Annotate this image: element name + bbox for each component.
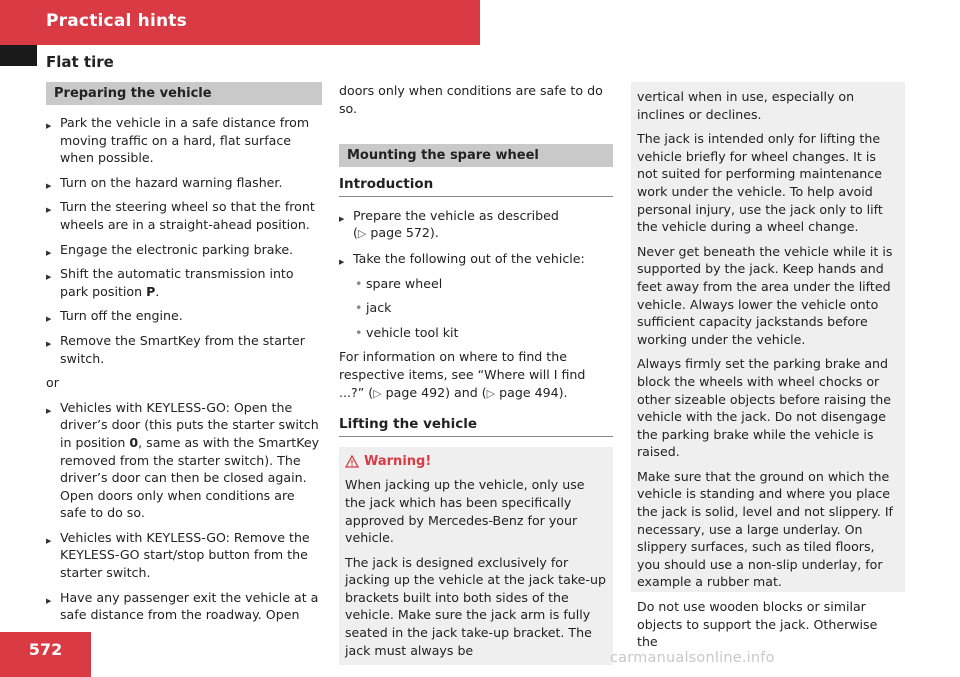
warning-title: Warning!	[364, 453, 432, 469]
page-ref-arrow-icon: ▷	[357, 227, 367, 241]
header-black-block	[0, 45, 37, 66]
step-text: Prepare the vehicle as described	[353, 207, 559, 223]
section-heading-mounting: Mounting the spare wheel	[339, 144, 613, 167]
page-subtitle: Flat tire	[46, 53, 114, 71]
column-1	[46, 82, 322, 631]
warning-paragraph: Make sure that the ground on which the vehicle is standing and where you place the jack is solid, level and not slippery. If necessary, use a large underlay. On slippery surfaces, such as tiled floors, you should use a non-slip underlay, for example a rubber mat.	[637, 468, 893, 590]
warning-paragraph: Do not use wooden blocks or similar objects to support the jack. Otherwise the	[637, 599, 878, 650]
warning-paragraph: vertical when in use, especially on inclines or declines.	[637, 89, 855, 122]
step-item: ▶ Turn off the engine.	[46, 307, 322, 325]
step-item: ▶ Turn on the hazard warning flasher.	[46, 174, 322, 192]
warning-box	[339, 447, 613, 666]
list-item: • vehicle tool kit	[339, 324, 613, 342]
step-item: ▶ Take the following out of the vehicle:	[339, 250, 613, 268]
list-item: • spare wheel	[339, 275, 613, 293]
page-number: 572	[0, 632, 91, 677]
watermark: carmanualsonline.info	[610, 650, 775, 666]
column-3	[631, 82, 905, 650]
warning-paragraph: When jacking up the vehicle, only use the jack which has been specifically approved by Mercedes-Benz for your vehicle.	[345, 477, 585, 546]
page-reference[interactable]: page 572).	[370, 225, 439, 241]
step-item	[46, 265, 322, 300]
step-item: ▶ Remove the SmartKey from the starter switch.	[46, 332, 322, 367]
warning-heading	[345, 453, 606, 471]
warning-box-continued	[631, 82, 905, 650]
page-ref-arrow-icon: ▷	[373, 386, 382, 400]
step-text: , same as with the SmartKey removed from the starter switch). The driver’s door can then be closed again. Open doors only when conditions are safe to do so.	[60, 434, 320, 521]
step-item: ▶ Vehicles with KEYLESS-GO: Remove the KEYLESS-GO start/stop button from the starter switch.	[46, 529, 322, 582]
gear-position-p: P	[146, 283, 156, 299]
section-heading-preparing: Preparing the vehicle	[46, 82, 322, 105]
subheading-introduction: Introduction	[339, 176, 613, 197]
or-text: or	[46, 375, 59, 391]
step-item: ▶ Have any passenger exit the vehicle at a safe distance from the roadway. Open	[46, 589, 322, 624]
subheading-lifting: Lifting the vehicle	[339, 416, 613, 437]
step-item	[46, 399, 322, 522]
warning-paragraph: Never get beneath the vehicle while it is supported by the jack. Keep hands and feet away from the area under the lifted vehicle. Always lower the vehicle onto sufficient capacity jackstands before working under the vehicle.	[637, 243, 893, 347]
step-item: ▶ Park the vehicle in a safe distance from moving traffic on a hard, flat surface when possible.	[46, 114, 322, 167]
column-2	[339, 82, 613, 665]
list-item: • jack	[339, 299, 613, 317]
warning-paragraph: The jack is intended only for lifting the vehicle briefly for wheel changes. It is not suited for performing maintenance work under the vehicle. To help avoid personal injury, use the jack only to lift the vehicle during a wheel change.	[637, 131, 883, 235]
switch-position-0: 0	[129, 434, 139, 450]
step-text: Shift the automatic transmission into park position	[60, 266, 294, 299]
page-ref-arrow-icon: ▷	[486, 386, 496, 400]
page-reference[interactable]: page 492) and (	[385, 384, 487, 400]
warning-paragraph: The jack is designed exclusively for jacking up the vehicle at the jack take-up brackets built into both sides of the vehicle. Make sure the jack arm is fully seated in the jack take-up bracket. The jack must always be	[345, 554, 606, 658]
step-text: .	[155, 283, 160, 299]
step-item: ▶ Prepare the vehicle as described (▷ page 572).	[339, 207, 613, 243]
info-text: For information on where to find the respective items, see “Where will I find ...?” (	[339, 349, 586, 400]
warning-triangle-icon	[345, 455, 359, 468]
continued-text: doors only when conditions are safe to do so.	[339, 83, 603, 116]
warning-paragraph: Always firmly set the parking brake and block the wheels with wheel chocks or other sizeable objects before raising the vehicle with the jack. Do not disengage the parking brake while the vehicle is raised.	[637, 356, 891, 460]
section-title: Practical hints	[46, 11, 187, 31]
page-reference[interactable]: page 494).	[499, 384, 568, 400]
step-text: Vehicles with KEYLESS-GO: Open the driver’s door (this puts the starter switch in position	[60, 399, 319, 450]
step-item: ▶ Engage the electronic parking brake.	[46, 241, 322, 259]
info-paragraph	[339, 348, 613, 402]
header-bar	[0, 0, 480, 45]
step-item: ▶ Turn the steering wheel so that the front wheels are in a straight-ahead position.	[46, 198, 322, 233]
